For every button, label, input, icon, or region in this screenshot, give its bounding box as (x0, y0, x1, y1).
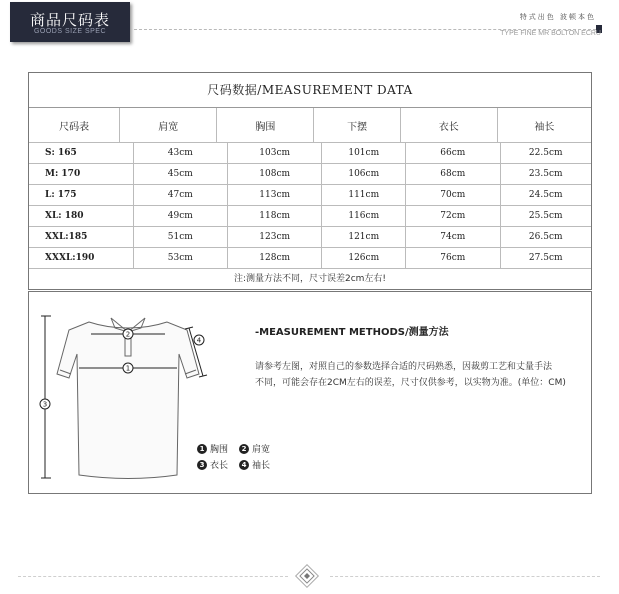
table-cell: 101cm (322, 143, 406, 163)
table-cell: 76cm (406, 248, 500, 268)
legend-label: 肩宽 (252, 445, 271, 455)
size-table-title: 尺码数据/MEASUREMENT DATA (29, 73, 591, 108)
table-cell: 43cm (134, 143, 228, 163)
table-cell: 123cm (228, 227, 322, 247)
brand-tagline-en: TYPE FINE MR BOLTON ECRU (500, 30, 601, 37)
table-cell: 47cm (134, 185, 228, 205)
size-table-header-row (29, 108, 591, 143)
table-cell: 74cm (406, 227, 500, 247)
size-label-cell: XL: 180 (29, 206, 134, 226)
brand-tagline: 特式出色 波顿本色 (519, 13, 596, 21)
marker-shoulder: 2 (125, 330, 131, 339)
marker-length: 3 (42, 400, 48, 409)
legend-number: 2 (239, 444, 249, 454)
table-row (29, 227, 591, 248)
table-cell: 116cm (322, 206, 406, 226)
table-cell: 51cm (134, 227, 228, 247)
size-label-cell: M: 170 (29, 164, 134, 184)
size-label-cell: L: 175 (29, 185, 134, 205)
size-label-cell: XXXL:190 (29, 248, 134, 268)
size-table (28, 72, 592, 290)
table-cell: 53cm (134, 248, 228, 268)
legend-item-length (197, 458, 228, 471)
table-cell: 66cm (406, 143, 500, 163)
measurement-panel (28, 291, 592, 494)
table-cell: 106cm (322, 164, 406, 184)
table-cell: 126cm (322, 248, 406, 268)
table-cell: 72cm (406, 206, 500, 226)
brand-logo-icon (294, 563, 320, 589)
section-subtitle: GOODS SIZE SPEC (33, 28, 107, 35)
table-cell: 111cm (322, 185, 406, 205)
legend-item-chest (197, 442, 228, 455)
measurement-description-line: 不同，可能会存在2CM左右的误差，尺寸仅供参考，以实物为准。(单位：CM) (255, 378, 566, 388)
table-cell: 27.5cm (528, 253, 563, 263)
table-cell: 24.5cm (528, 190, 563, 200)
legend-number: 1 (197, 444, 207, 454)
table-row (29, 185, 591, 206)
measurement-description (255, 359, 585, 391)
table-cell: 108cm (228, 164, 322, 184)
table-row (29, 143, 591, 164)
table-cell: 45cm (134, 164, 228, 184)
table-cell: 103cm (228, 143, 322, 163)
marker-chest: 1 (125, 364, 131, 373)
column-header: 袖长 (534, 121, 555, 133)
section-title: 商品尺码表 (29, 11, 110, 29)
table-cell: 68cm (406, 164, 500, 184)
column-header: 胸围 (217, 108, 314, 142)
footer-divider-right (330, 576, 600, 577)
table-cell: 23.5cm (528, 169, 563, 179)
legend-label: 胸围 (210, 445, 229, 455)
table-cell: 49cm (134, 206, 228, 226)
marker-sleeve: 4 (196, 336, 202, 345)
legend-label: 衣长 (210, 461, 229, 471)
table-cell: 25.5cm (528, 211, 563, 221)
table-row (29, 248, 591, 269)
table-cell: 22.5cm (528, 148, 563, 158)
legend-number: 4 (239, 460, 249, 470)
size-table-note: 注:测量方法不同，尺寸误差2cm左右! (233, 274, 387, 284)
legend-number: 3 (197, 460, 207, 470)
table-cell: 70cm (406, 185, 500, 205)
size-label-cell: S: 165 (29, 143, 134, 163)
section-title-badge (10, 2, 130, 42)
measurement-title: -MEASUREMENT METHODS/测量方法 (255, 327, 449, 338)
table-cell: 128cm (228, 248, 322, 268)
table-cell: 113cm (228, 185, 322, 205)
footer-divider-left (18, 576, 288, 577)
column-header: 下摆 (314, 108, 400, 142)
legend-label: 袖长 (252, 461, 271, 471)
table-row (29, 164, 591, 185)
legend-item-sleeve (239, 458, 270, 471)
column-header: 衣长 (401, 108, 498, 142)
table-cell: 121cm (322, 227, 406, 247)
table-row (29, 206, 591, 227)
table-cell: 26.5cm (528, 232, 563, 242)
legend-item-shoulder (239, 442, 270, 455)
table-cell: 118cm (228, 206, 322, 226)
measurement-description-line: 请参考左图，对照自己的参数选择合适的尺码熟悉，因裁剪工艺和丈量手法 (255, 362, 553, 372)
column-header: 尺码表 (29, 108, 120, 142)
size-label-cell: XXL:185 (29, 227, 134, 247)
column-header: 肩宽 (120, 108, 217, 142)
